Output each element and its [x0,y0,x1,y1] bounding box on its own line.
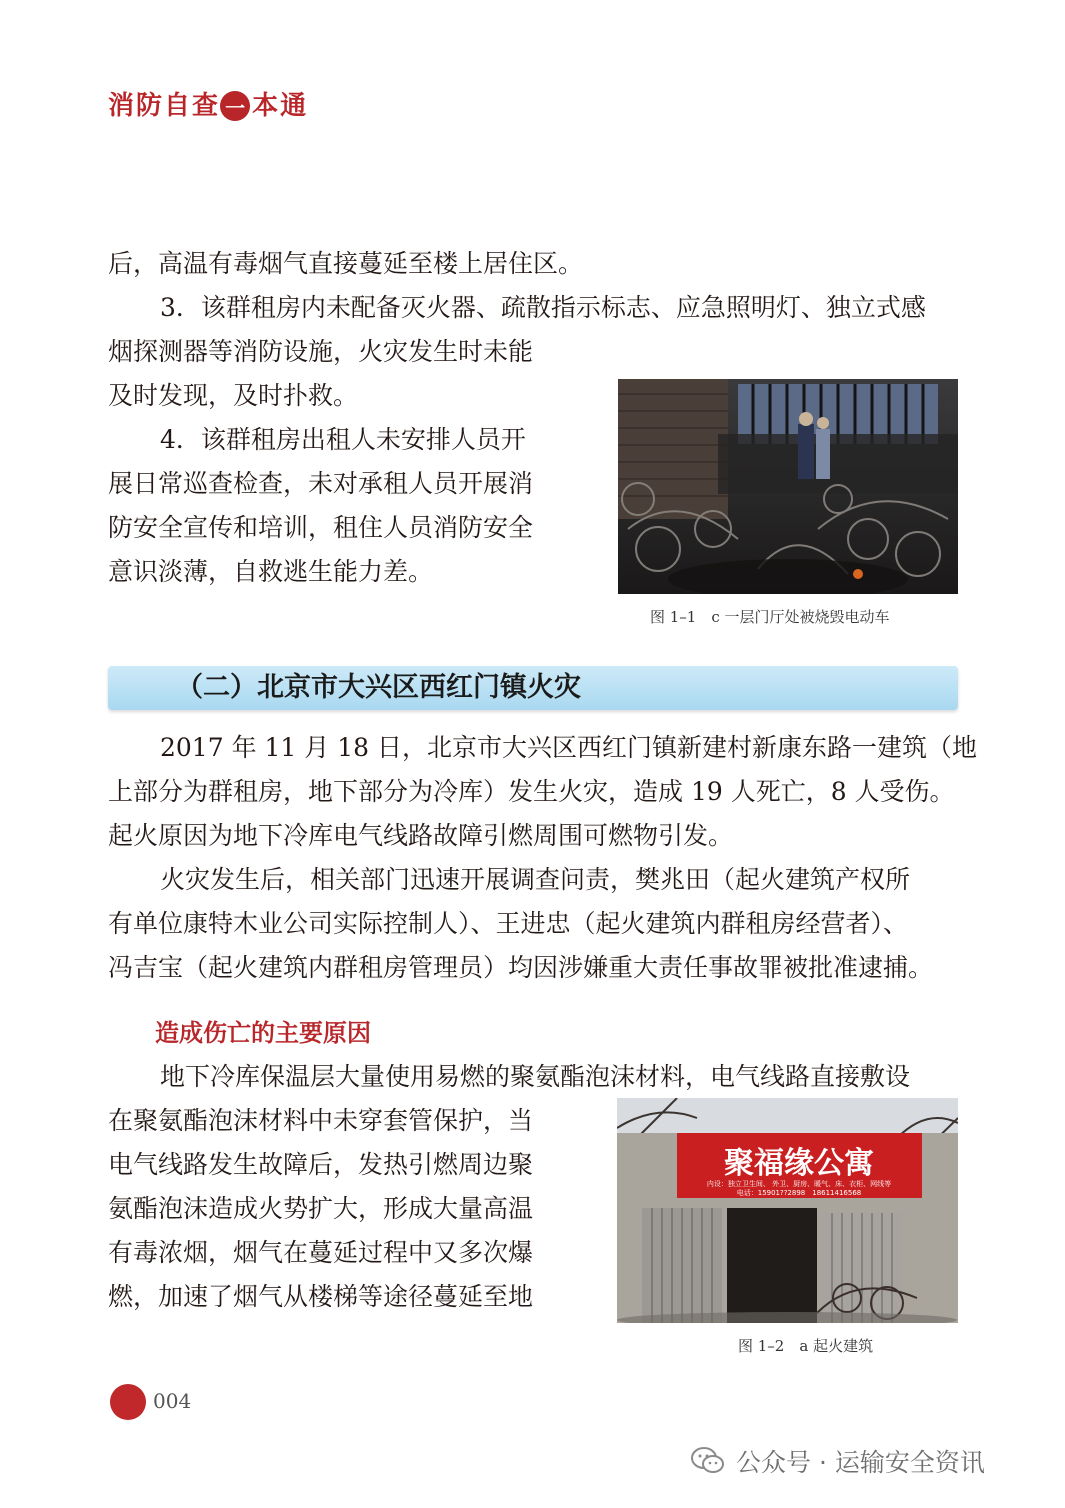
subheading: 造成伤亡的主要原因 [155,1019,371,1047]
paragraph-line: 电气线路发生故障后，发热引燃周边聚 [108,1150,534,1179]
watermark [690,1443,985,1479]
paragraph-line: 4．该群租房出租人未安排人员开 [160,425,526,454]
paragraph-line: 有单位康特木业公司实际控制人）、王进忠（起火建筑内群租房经营者）、 [108,909,909,938]
figure-caption: 图 1–1 c 一层门厅处被烧毁电动车 [650,608,890,626]
fire-building-photo [617,1098,958,1323]
sign-subtext: 内设：独立卫生间、 外卫、厨房、暖气、床、衣柜、网线等 [706,1180,892,1188]
paragraph-line: 后，高温有毒烟气直接蔓延至楼上居住区。 [108,249,584,278]
book-title-char: 防 [136,91,163,121]
paragraph-line: 有毒浓烟，烟气在蔓延过程中又多次爆 [108,1238,534,1267]
sign-text: 聚福缘公寓 [724,1146,874,1181]
paragraph-line: 3．该群租房内未配备灭火器、疏散指示标志、应急照明灯、独立式感 [160,293,926,322]
paragraph-line: 火灾发生后，相关部门迅速开展调查问责，樊兆田（起火建筑产权所 [160,865,911,894]
paragraph-line: 地下冷库保温层大量使用易燃的聚氨酯泡沫材料，电气线路直接敷设 [160,1062,911,1091]
sign-phone: 电话：15901??2898 18611416568 [736,1189,862,1197]
paragraph-line: 氨酯泡沫造成火势扩大，形成大量高温 [108,1194,534,1223]
paragraph-line: 冯吉宝（起火建筑内群租房管理员）均因涉嫌重大责任事故罪被批准逮捕。 [108,953,934,982]
paragraph-line: 在聚氨酯泡沫材料中未穿套管保护，当 [108,1106,534,1135]
book-title-char: 本 [252,91,279,121]
paragraph-line: 防安全宣传和培训，租住人员消防安全 [108,513,534,542]
wechat-icon [690,1446,726,1476]
book-title-dot-char: 一 [220,91,250,121]
paragraph-line: 意识淡薄，自救逃生能力差。 [108,557,434,586]
paragraph-line: 及时发现，及时扑救。 [108,381,359,410]
paragraph-line: 烟探测器等消防设施，火灾发生时未能 [108,337,534,366]
paragraph-line: 燃，加速了烟气从楼梯等途径蔓延至地 [108,1282,534,1311]
book-title-char: 自 [164,91,191,121]
burned-ebikes-photo [618,379,958,594]
section-heading-bar [108,666,958,710]
paragraph-line: 展日常巡查检查，未对承租人员开展消 [108,469,534,498]
book-title-char: 消 [108,91,135,121]
book-title-char: 通 [280,91,307,121]
section-title: （二）北京市大兴区西红门镇火灾 [176,672,581,703]
paragraph-line: 2017 年 11 月 18 日，北京市大兴区西红门镇新建村新康东路一建筑（地 [160,733,977,762]
book-title [108,86,306,126]
watermark-text: 公众号 · 运输安全资讯 [736,1448,985,1477]
paragraph-line: 起火原因为地下冷库电气线路故障引燃周围可燃物引发。 [108,821,734,850]
page-number-dot [110,1384,146,1420]
paragraph-line: 上部分为群租房，地下部分为冷库）发生火灾，造成 19 人死亡，8 人受伤。 [108,777,955,806]
figure-caption: 图 1–2 a 起火建筑 [738,1337,874,1355]
page-number: 004 [153,1389,192,1413]
book-title-char: 查 [192,91,219,121]
